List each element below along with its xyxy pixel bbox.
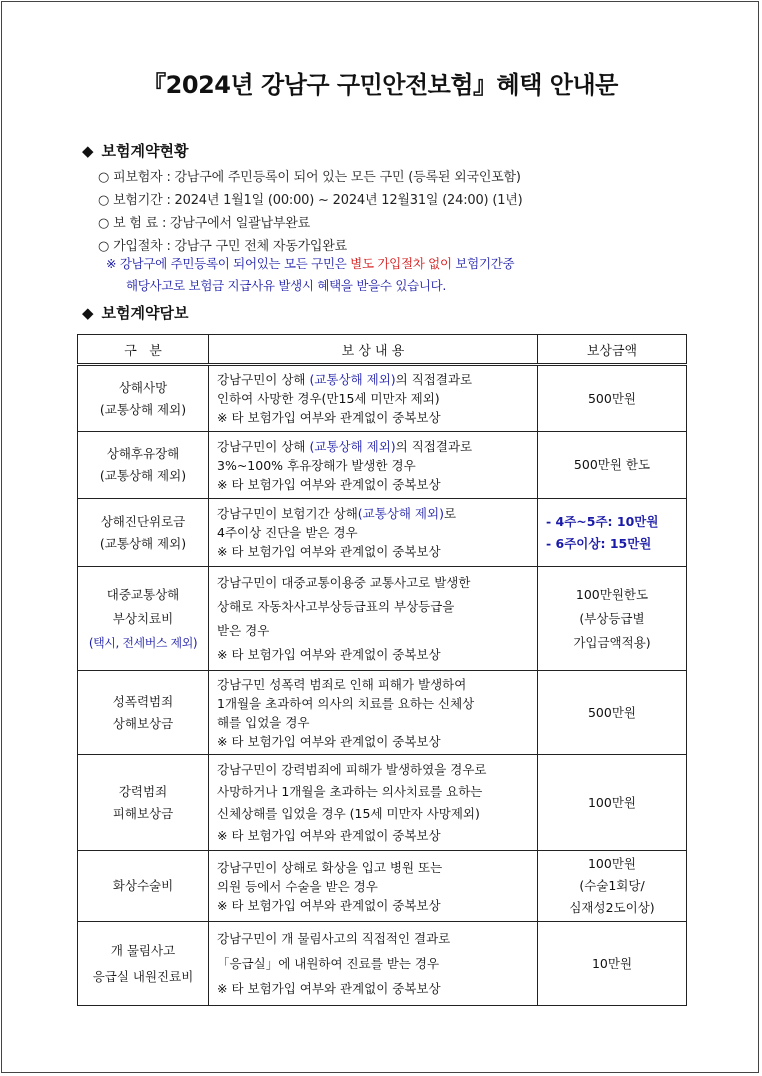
coverage-table [77,334,687,1006]
row-content: 강남구민이 상해 (교통상해 제외)의 직접결과로 인하여 사망한 경우(만15세 미만자 제외) ※ 타 보험가입 여부와 관계없이 중복보상 [209,365,538,432]
row-content: 강남구민이 보험기간 상해(교통상해 제외)로 4주이상 진단을 받은 경우 ※ 타 보험가입 여부와 관계없이 중복보상 [209,499,538,567]
header-category: 구 분 [78,335,209,365]
table-row [78,851,687,922]
table-header-row [78,335,687,365]
row-amount: - 4주~5주: 10만원 - 6주이상: 15만원 [538,499,687,567]
row-category: 성폭력범죄 상해보상금 [78,671,209,755]
row-category: 대중교통상해 부상치료비 (택시, 전세버스 제외) [78,567,209,671]
row-category: 화상수술비 [78,851,209,922]
document-page [1,1,759,1073]
section-heading-coverage: ◆ 보험계약담보 [82,304,189,322]
table-row [78,755,687,851]
info-line-insured: ○ 피보험자 : 강남구에 주민등록이 되어 있는 모든 구민 (등록된 외국인포함) [98,170,521,185]
info-line-procedure: ○ 가입절차 : 강남구 구민 전체 자동가입완료 [98,239,348,254]
header-content: 보 상 내 용 [209,335,538,365]
row-amount: 100만원한도 (부상등급별 가입금액적용) [538,567,687,671]
table-row [78,922,687,1006]
table-row [78,671,687,755]
row-category: 상해사망 (교통상해 제외) [78,365,209,432]
notice-red-emphasis: 별도 가입절차 없이 [350,256,452,271]
header-amount: 보상금액 [538,335,687,365]
row-content: 강남구민이 강력범죄에 피해가 발생하였을 경우로 사망하거나 1개월을 초과하는 의사치료를 요하는 신체상해를 입었을 경우 (15세 미만자 사망제외) ※ 타 보험가입 여부와 관계없이 중복보상 [209,755,538,851]
notice-line-1: ※ 강남구에 주민등록이 되어있는 모든 구민은 별도 가입절차 없이 보험기간중 [106,256,515,271]
row-amount: 100만원 (수술1회당/ 심재성2도이상) [538,851,687,922]
row-category: 강력범죄 피해보상금 [78,755,209,851]
row-amount: 500만원 한도 [538,432,687,499]
section-heading-contract-status: ◆ 보험계약현황 [82,142,189,160]
table-row [78,567,687,671]
row-amount: 500만원 [538,365,687,432]
row-content: 강남구민이 상해 (교통상해 제외)의 직접결과로 3%~100% 후유장해가 발생한 경우 ※ 타 보험가입 여부와 관계없이 중복보상 [209,432,538,499]
table-row [78,365,687,432]
row-content: 강남구민이 개 물림사고의 직접적인 결과로 「응급실」에 내원하여 진료를 받는 경우 ※ 타 보험가입 여부와 관계없이 중복보상 [209,922,538,1006]
notice-line-2: 해당사고로 보험금 지급사유 발생시 혜택을 받을수 있습니다. [126,278,447,293]
table-row [78,499,687,567]
page-title: 『2024년 강남구 구민안전보험』혜택 안내문 [142,71,618,99]
diamond-bullet-icon: ◆ [82,142,94,160]
row-content: 강남구민이 대중교통이용중 교통사고로 발생한 상해로 자동차사고부상등급표의 부상등급을 받은 경우 ※ 타 보험가입 여부와 관계없이 중복보상 [209,567,538,671]
row-amount: 10만원 [538,922,687,1006]
info-line-period: ○ 보험기간 : 2024년 1월1일 (00:00) ~ 2024년 12월31일 (24:00) (1년) [98,193,523,208]
row-content: 강남구민 성폭력 범죄로 인해 피해가 발생하여 1개월을 초과하여 의사의 치료를 요하는 신체상 해를 입었을 경우 ※ 타 보험가입 여부와 관계없이 중복보상 [209,671,538,755]
row-content: 강남구민이 상해로 화상을 입고 병원 또는 의원 등에서 수술을 받은 경우 ※ 타 보험가입 여부와 관계없이 중복보상 [209,851,538,922]
row-amount: 500만원 [538,671,687,755]
row-amount: 100만원 [538,755,687,851]
info-line-premium: ○ 보 험 료 : 강남구에서 일괄납부완료 [98,216,310,231]
row-category: 상해후유장해 (교통상해 제외) [78,432,209,499]
table-row [78,432,687,499]
diamond-bullet-icon: ◆ [82,304,94,322]
row-category: 상해진단위로금 (교통상해 제외) [78,499,209,567]
row-category: 개 물림사고 응급실 내원진료비 [78,922,209,1006]
